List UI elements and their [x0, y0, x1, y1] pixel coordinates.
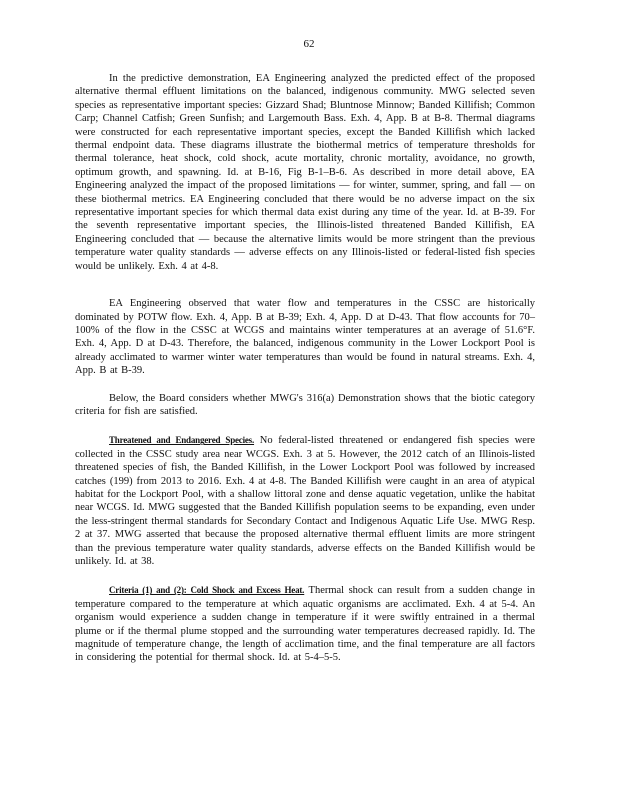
paragraph-cold-shock	[75, 584, 535, 664]
paragraph-text: No federal-listed threatened or endangered fish species were collected in the CSSC study area near WCGS. Exh. 3 at 5. However, the 2012 catch of an Illinois-listed threatened species of fish, the Banded Killifish, in the Lower Lockport Pool was followed by increased catches (199) from 2013 to 2016. Exh. 4 at 4-8. The Banded Killifish were caught in an area of atypical habitat for the Lockport Pool, with a shallow littoral zone and dense aquatic vegetation, unlike the habitat near WCGS. Id. MWG suggested that the Banded Killifish population seems to be expanding, even under the less-stringent thermal standards for Secondary Contact and Indigenous Aquatic Life Use. MWG Resp. 2 at 37. MWG asserted that because the proposed alternative thermal effluent limits are more stringent than the previous temperature water quality standards, adverse effects on the Banded Killifish would be unlikely. Id. at 38.	[75, 435, 536, 567]
section-heading-threatened-endangered: Threatened and Endangered Species.	[109, 435, 255, 446]
paragraph-text: Thermal shock can result from a sudden change in temperature compared to the temperature at which aquatic organisms are acclimated. Exh. 4 at 5-4. An organism would experience a sudden change in temperature if it were swiftly entrained in a thermal plume or if the thermal plume stopped and the surrounding water temperatures decreased rapidly. Id. The magnitude of temperature change, the length of acclimation time, and the final temperature are all factors in considering the potential for thermal shock. Id. at 5-4–5-5.	[75, 585, 535, 664]
paragraph-biotic-criteria-intro: Below, the Board considers whether MWG's 316(a) Demonstration shows that the biotic category criteria for fish are satisfied.	[75, 392, 535, 417]
section-heading-cold-shock: Criteria (1) and (2): Cold Shock and Excess Heat.	[109, 585, 305, 596]
paragraph-threatened-endangered	[75, 434, 535, 568]
paragraph-predictive-demonstration: In the predictive demonstration, EA Engineering analyzed the predicted effect of the proposed alternative thermal effluent limitations on the balanced, indigenous community. MWG selected seven species as representative important species: Gizzard Shad; Bluntnose Minnow; Banded Killifish; Common Carp; Channel Catfish; Green Sunfish; and Largemouth Bass. Exh. 4, App. B at B-8. Thermal diagrams were constructed for each representative important species, except the Banded Killifish which lacked thermal endpoint data. These diagrams illustrate the biothermal metrics of temperature thresholds for thermal tolerance, heat shock, cold shock, acute mortality, chronic mortality, avoidance, no growth, optimum growth, and spawning. Id. at B-16, Fig B-1–B-6. As described in more detail above, EA Engineering analyzed the impact of the proposed limitations — for winter, summer, spring, and fall — on these biothermal metrics. EA Engineering concluded that there would be no adverse impact on the six representative important species for which thermal data exist during any time of the year. Id. at B-39. For the seventh representative important species, the Illinois-listed threatened Banded Killifish, EA Engineering concluded that — because the alternative limits would be more stringent than the previous temperature water quality standards — adverse effects on any Illinois-listed or federal-listed fish species would be unlikely. Exh. 4 at 4-8.	[75, 73, 535, 272]
page-number: 62	[303, 38, 315, 50]
document-body	[75, 72, 535, 665]
paragraph-water-flow: EA Engineering observed that water flow and temperatures in the CSSC are historically dominated by POTW flow. Exh. 4, App. B at B-39; Exh. 4, App. D at D-43. That flow accounts for 70–100% of the flow in the CSSC at WCGS and maintains winter temperatures at an average of 51.6°F. Exh. 4, App. D at D-43. Therefore, the balanced, indigenous community in the Lower Lockport Pool is already acclimated to warmer winter water temperatures than would be found in natural streams. Exh. 4, App. B at B-39.	[75, 298, 535, 377]
